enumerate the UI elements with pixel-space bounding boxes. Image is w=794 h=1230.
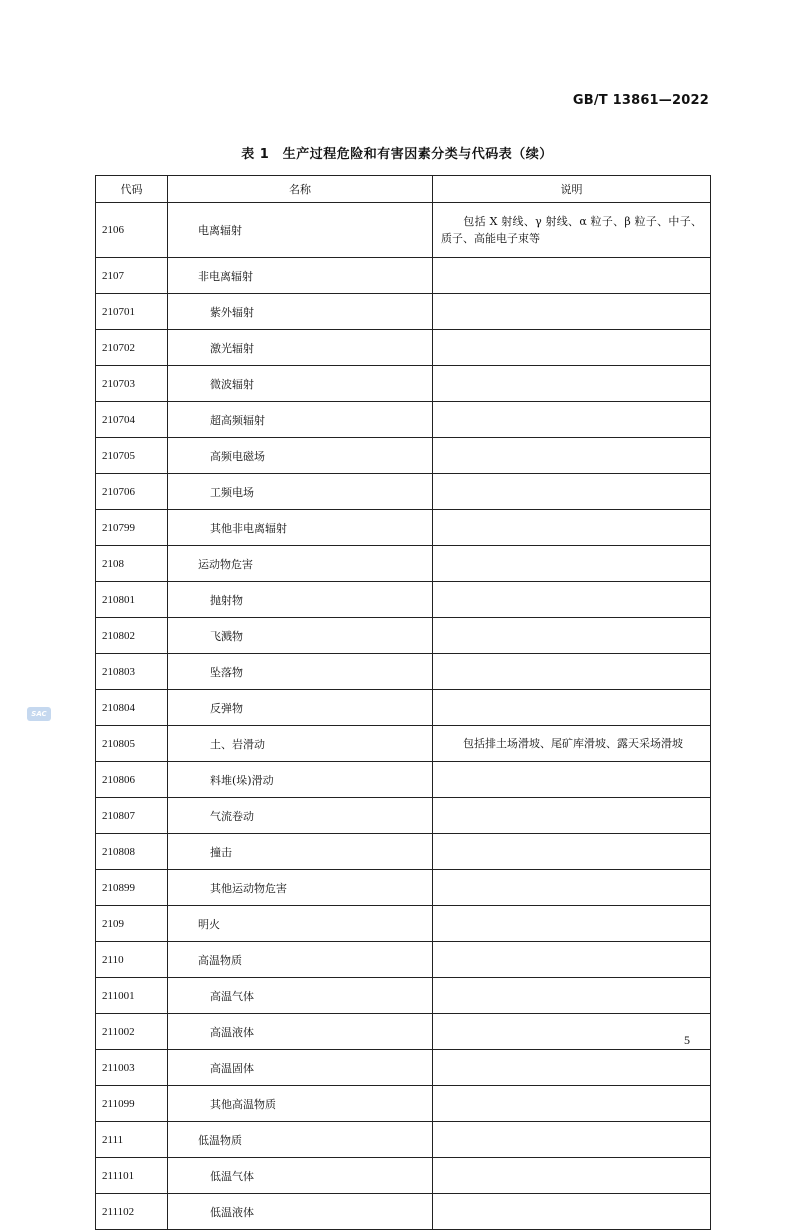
cell-code: 211101 [96, 1158, 168, 1194]
cell-description [433, 438, 711, 474]
description-text: 包括排土场滑坡、尾矿库滑坡、露天采场滑坡 [463, 737, 683, 750]
table-row [96, 438, 711, 474]
table-row [96, 366, 711, 402]
cell-name: 微波辐射 [168, 366, 433, 402]
table-row [96, 798, 711, 834]
cell-description [433, 294, 711, 330]
table-body [96, 203, 711, 1230]
cell-name: 撞击 [168, 834, 433, 870]
cell-description [433, 798, 711, 834]
cell-name: 高温气体 [168, 978, 433, 1014]
table-row [96, 978, 711, 1014]
cell-name: 飞溅物 [168, 618, 433, 654]
table-row [96, 726, 711, 762]
column-header-code: 代码 [96, 176, 168, 203]
cell-code: 210899 [96, 870, 168, 906]
cell-description [433, 1122, 711, 1158]
table-row [96, 1158, 711, 1194]
table-header-row [96, 176, 711, 203]
table-row [96, 870, 711, 906]
cell-name: 高频电磁场 [168, 438, 433, 474]
cell-name: 工频电场 [168, 474, 433, 510]
cell-description [433, 1050, 711, 1086]
cell-name: 低温液体 [168, 1194, 433, 1230]
standard-number: GB/T 13861—2022 [572, 93, 709, 108]
table-row [96, 474, 711, 510]
cell-name: 反弹物 [168, 690, 433, 726]
cell-code: 210804 [96, 690, 168, 726]
table-row [96, 330, 711, 366]
cell-description [433, 258, 711, 294]
cell-description [433, 510, 711, 546]
cell-code: 210807 [96, 798, 168, 834]
cell-name: 激光辐射 [168, 330, 433, 366]
cell-name: 高温固体 [168, 1050, 433, 1086]
cell-name: 其他非电离辐射 [168, 510, 433, 546]
cell-code: 2107 [96, 258, 168, 294]
table-row [96, 582, 711, 618]
cell-description [433, 834, 711, 870]
cell-name: 紫外辐射 [168, 294, 433, 330]
cell-name: 其他运动物危害 [168, 870, 433, 906]
cell-description [433, 330, 711, 366]
cell-code: 211003 [96, 1050, 168, 1086]
cell-description [433, 203, 711, 258]
table-row [96, 906, 711, 942]
cell-code: 210701 [96, 294, 168, 330]
sac-watermark-logo: SAC [27, 707, 51, 721]
cell-name: 料堆(垛)滑动 [168, 762, 433, 798]
cell-code: 2108 [96, 546, 168, 582]
table-row [96, 402, 711, 438]
cell-name: 气流卷动 [168, 798, 433, 834]
table-row [96, 1086, 711, 1122]
cell-name: 坠落物 [168, 654, 433, 690]
table-row [96, 1014, 711, 1050]
cell-name: 低温物质 [168, 1122, 433, 1158]
cell-description [433, 690, 711, 726]
cell-name: 明火 [168, 906, 433, 942]
table-row [96, 258, 711, 294]
cell-description [433, 942, 711, 978]
cell-code: 2109 [96, 906, 168, 942]
cell-name: 电离辐射 [168, 203, 433, 258]
cell-name: 其他高温物质 [168, 1086, 433, 1122]
cell-name: 高温物质 [168, 942, 433, 978]
cell-name: 非电离辐射 [168, 258, 433, 294]
cell-code: 2106 [96, 203, 168, 258]
cell-description [433, 546, 711, 582]
cell-description [433, 1194, 711, 1230]
cell-code: 210706 [96, 474, 168, 510]
cell-description [433, 1086, 711, 1122]
cell-code: 211102 [96, 1194, 168, 1230]
table-row [96, 1122, 711, 1158]
cell-code: 210808 [96, 834, 168, 870]
table-row [96, 1194, 711, 1230]
cell-code: 2110 [96, 942, 168, 978]
description-text: 包括 X 射线、γ 射线、α 粒子、β 粒子、中子、质子、高能电子束等 [441, 215, 702, 245]
table-row [96, 546, 711, 582]
cell-description [433, 978, 711, 1014]
cell-code: 210806 [96, 762, 168, 798]
cell-name: 低温气体 [168, 1158, 433, 1194]
hazard-code-table [95, 175, 711, 1230]
cell-description [433, 366, 711, 402]
column-header-desc: 说明 [433, 176, 711, 203]
cell-code: 210702 [96, 330, 168, 366]
table-row [96, 1050, 711, 1086]
cell-code: 211002 [96, 1014, 168, 1050]
table-row [96, 618, 711, 654]
cell-name: 高温液体 [168, 1014, 433, 1050]
cell-description [433, 906, 711, 942]
page-number: 5 [684, 1033, 690, 1047]
cell-name: 土、岩滑动 [168, 726, 433, 762]
cell-name: 运动物危害 [168, 546, 433, 582]
cell-code: 211099 [96, 1086, 168, 1122]
cell-description [433, 582, 711, 618]
cell-description [433, 726, 711, 762]
table-row [96, 942, 711, 978]
table-row [96, 690, 711, 726]
cell-description [433, 1014, 711, 1050]
table-row [96, 203, 711, 258]
cell-name: 超高频辐射 [168, 402, 433, 438]
cell-code: 2111 [96, 1122, 168, 1158]
cell-description [433, 654, 711, 690]
cell-description [433, 402, 711, 438]
table-row [96, 762, 711, 798]
cell-code: 211001 [96, 978, 168, 1014]
cell-description [433, 474, 711, 510]
cell-code: 210704 [96, 402, 168, 438]
column-header-name: 名称 [168, 176, 433, 203]
table-row [96, 834, 711, 870]
cell-code: 210803 [96, 654, 168, 690]
cell-description [433, 618, 711, 654]
cell-description [433, 762, 711, 798]
cell-description [433, 870, 711, 906]
table-row [96, 510, 711, 546]
cell-code: 210799 [96, 510, 168, 546]
cell-description [433, 1158, 711, 1194]
table-row [96, 654, 711, 690]
cell-code: 210703 [96, 366, 168, 402]
cell-code: 210805 [96, 726, 168, 762]
table-row [96, 294, 711, 330]
cell-code: 210802 [96, 618, 168, 654]
cell-code: 210801 [96, 582, 168, 618]
cell-code: 210705 [96, 438, 168, 474]
table-title: 表 1 生产过程危险和有害因素分类与代码表（续） [241, 147, 553, 162]
cell-name: 抛射物 [168, 582, 433, 618]
